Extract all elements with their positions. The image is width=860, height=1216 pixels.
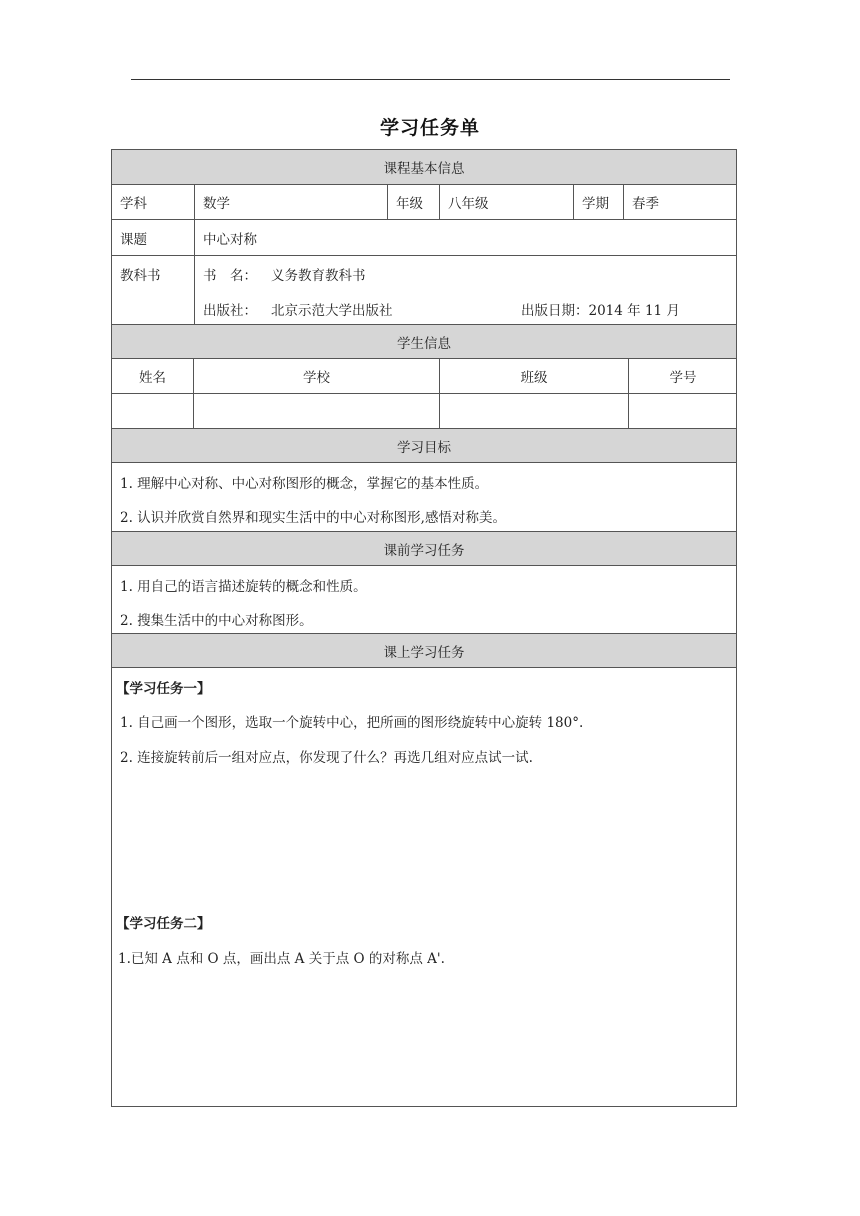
in-class-body: [112, 668, 736, 1106]
col-school: 学校: [194, 359, 440, 393]
pre-class-item: 2. 搜集生活中的中心对称图形。: [120, 613, 313, 629]
document-title: 学习任务单: [379, 117, 480, 139]
school-blank[interactable]: [194, 394, 440, 428]
col-class: 班级: [440, 359, 629, 393]
grade-value: 八年级: [440, 185, 574, 219]
topic-label: 课题: [112, 220, 195, 255]
learning-goals-header: 学习目标: [112, 429, 736, 463]
book-name-value: 义务教育教科书: [271, 268, 366, 284]
publisher-value: 北京示范大学出版社: [271, 303, 393, 319]
in-class-header: 课上学习任务: [112, 634, 736, 668]
textbook-label-cell: [112, 256, 195, 324]
publish-date: 出版日期：2014 年 11 月: [521, 303, 680, 319]
subject-label: 学科: [112, 185, 195, 219]
pre-class-header: 课前学习任务: [112, 532, 736, 566]
student-blank-row: [112, 394, 736, 429]
top-divider: [131, 79, 730, 80]
task2-item: 1.已知 A 点和 O 点，画出点 A 关于点 O 的对称点 A'.: [118, 951, 445, 967]
task2-title: 【学习任务二】: [116, 916, 211, 932]
pre-class-item: 1. 用自己的语言描述旋转的概念和性质。: [120, 579, 367, 595]
pre-class-body: [112, 566, 736, 634]
topic-row: [112, 220, 736, 256]
task1-item: 1. 自己画一个图形，选取一个旋转中心，把所画的图形绕旋转中心旋转 180°.: [120, 715, 584, 731]
book-name-label: 书 名：: [203, 268, 257, 284]
textbook-row: [112, 256, 736, 325]
course-info-header: 课程基本信息: [112, 150, 736, 185]
learning-goals-body: [112, 463, 736, 532]
task1-title: 【学习任务一】: [116, 681, 211, 697]
task-sheet-table: [111, 149, 737, 1107]
subject-value: 数学: [195, 185, 388, 219]
name-blank[interactable]: [112, 394, 194, 428]
student-columns-row: [112, 359, 736, 394]
goal-item: 1. 理解中心对称、中心对称图形的概念，掌握它的基本性质。: [120, 476, 489, 492]
student-id-blank[interactable]: [629, 394, 737, 428]
textbook-detail-cell: [195, 256, 736, 324]
col-student-id: 学号: [669, 370, 697, 386]
student-info-header: 学生信息: [112, 325, 736, 359]
term-value: 春季: [632, 196, 659, 212]
col-name: 姓名: [112, 359, 194, 393]
grade-label: 年级: [388, 185, 440, 219]
topic-value: 中心对称: [203, 231, 257, 248]
task1-item: 2. 连接旋转前后一组对应点，你发现了什么？再选几组对应点试一试.: [120, 750, 533, 766]
publisher-label: 出版社：: [203, 303, 257, 319]
goal-item: 2. 认识并欣赏自然界和现实生活中的中心对称图形,感悟对称美。: [120, 510, 506, 526]
textbook-label: 教科书: [120, 268, 161, 284]
course-meta-row: [112, 185, 736, 220]
term-label: 学期: [574, 185, 624, 219]
class-blank[interactable]: [440, 394, 629, 428]
